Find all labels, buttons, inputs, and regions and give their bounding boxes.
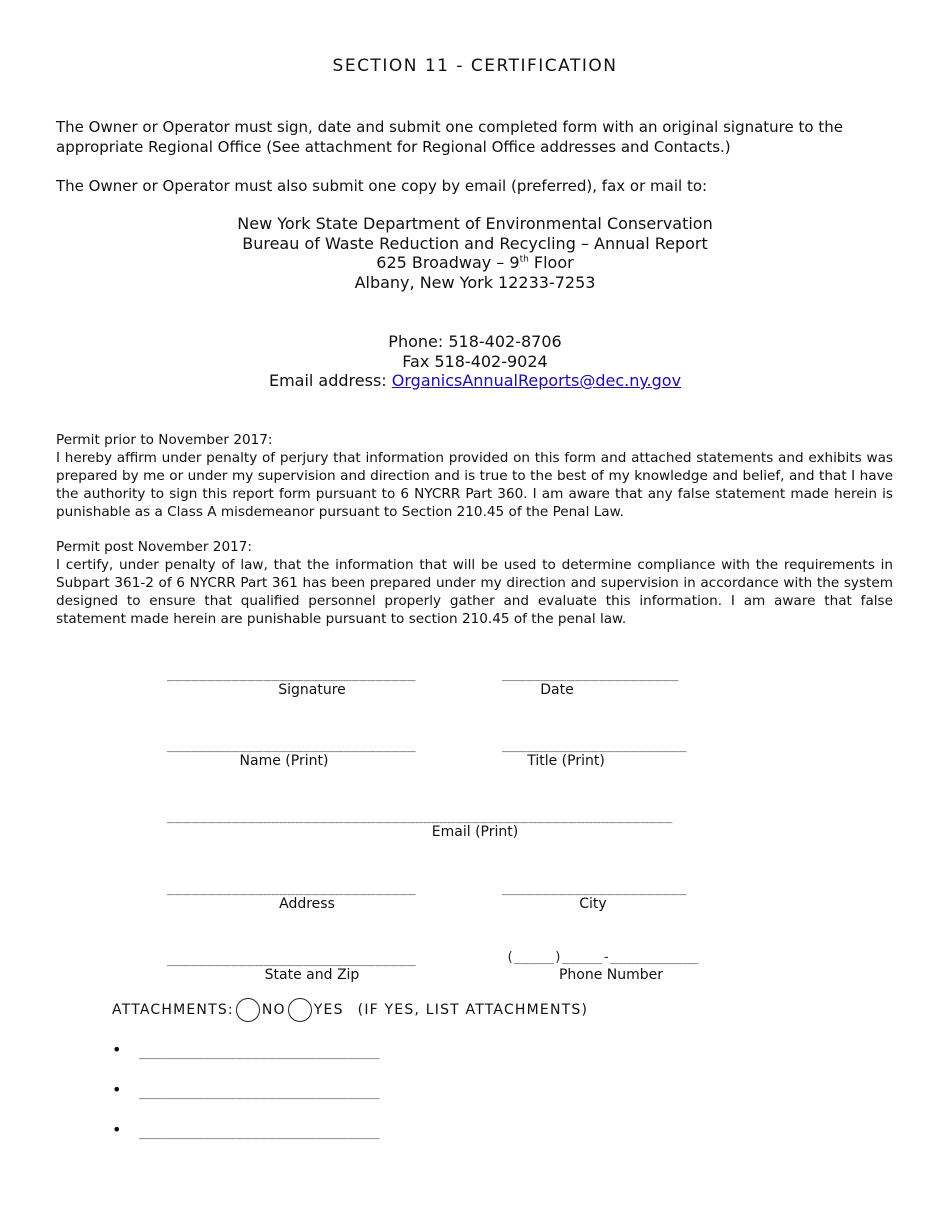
city-line[interactable]: _______________________ [502,881,687,896]
name-line[interactable]: _______________________________ [167,738,416,753]
bullet-icon: • [112,1040,122,1059]
page-title: SECTION 11 - CERTIFICATION [332,56,618,76]
yes-label: YES [313,1002,344,1018]
phone-text: Phone: 518-402-8706 [388,332,562,351]
contact-block [0,332,950,391]
permit-prior-text: I hereby affirm under penalty of perjury that information provided on this form and attached statements and exhibits was prepared by me or under my supervision and direction and is true to the best of my knowledge and belief, and that I have the authority to sign this report form pursuant to 6 NYCRR Part 360. I am aware that any false statement made herein is punishable as a Class A misdemeanor pursuant to Section 210.45 of the Penal Law. [56,450,893,520]
no-radio[interactable] [236,998,260,1022]
name-label: Name (Print) [239,753,329,769]
title-label: Title (Print) [527,753,605,769]
address-line-1: New York State Department of Environmental Conservation [237,214,713,233]
phone-number-line[interactable]: (_____)_____-___________ [506,950,699,965]
state-zip-label: State and Zip [264,967,360,983]
fax-text: Fax 518-402-9024 [402,351,548,371]
mailing-address [0,214,950,292]
state-zip-line[interactable]: _______________________________ [167,952,416,967]
attachments-row [112,998,588,1022]
email-label: Email (Print) [431,824,519,840]
date-label: Date [540,682,574,698]
city-label: City [579,896,607,912]
email-address-row: Email address: OrganicsAnnualReports@dec.ny.gov [268,371,682,390]
address-label: Address [279,896,335,912]
attachments-label: ATTACHMENTS: [112,1002,234,1018]
attachment-line-2[interactable]: ______________________________ [139,1085,380,1100]
no-label: NO [261,1002,286,1018]
signature-line[interactable]: _______________________________ [167,667,416,682]
email-line[interactable]: _______________________________________________________________ [167,809,673,824]
permit-post-text: I certify, under penalty of law, that the information that will be used to determine compliance with the requirements in Subpart 361-2 of 6 NYCRR Part 361 has been prepared under my direction and supervision in accordance with the system designed to ensure that qualified personnel properly gather and evaluate this information. I am aware that false statement made herein are punishable pursuant to section 210.45 of the penal law. [56,557,893,627]
address-line-3: 625 Broadway – 9th Floor [376,253,574,272]
permit-prior-heading: Permit prior to November 2017: [56,432,273,448]
permit-post-heading: Permit post November 2017: [56,539,252,555]
address-line-2: Bureau of Waste Reduction and Recycling – Annual Report [242,233,708,253]
email-link[interactable]: OrganicsAnnualReports@dec.ny.gov [391,371,682,390]
address-line[interactable]: _______________________________ [167,881,416,896]
copy-instruction: The Owner or Operator must also submit one copy by email (preferred), fax or mail to: [56,177,708,195]
address-line-4: Albany, New York 12233-7253 [354,272,596,292]
attachments-note: (IF YES, LIST ATTACHMENTS) [357,1002,589,1018]
attachment-line-1[interactable]: ______________________________ [139,1045,380,1060]
title-line[interactable]: _______________________ [502,738,687,753]
bullet-icon: • [112,1120,122,1139]
phone-number-label: Phone Number [558,967,664,983]
yes-radio[interactable] [288,998,312,1022]
date-line[interactable]: ______________________ [502,667,679,682]
signature-label: Signature [278,682,346,698]
intro-paragraph: The Owner or Operator must sign, date and submit one completed form with an original signature to the appropriate Regional Office (See attachment for Regional Office addresses and Contacts.) [56,118,843,156]
bullet-icon: • [112,1080,122,1099]
attachment-line-3[interactable]: ______________________________ [139,1125,380,1140]
